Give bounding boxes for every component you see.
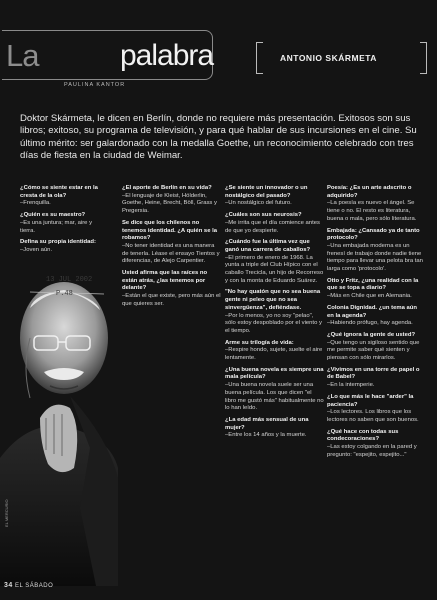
qa-item bbox=[327, 185, 425, 224]
interviewee-name: ANTONIO SKÁRMETA bbox=[280, 53, 377, 63]
section-title-la: La bbox=[6, 38, 39, 73]
answer: –El primero de enero de 1968. La yunta a triple del Club Hípico con el caballo Trecicla, un hijo de Recorreso y con la monta de Eduardo Suárez. bbox=[225, 254, 324, 284]
qa-item bbox=[225, 212, 324, 235]
answer: –Una buena novela suele ser una buena película. Los que dicen "el libro me gustó más" habitualmente no lo han leído. bbox=[225, 382, 324, 412]
qa-item bbox=[327, 228, 425, 274]
publication-name: EL SÁBADO bbox=[14, 583, 54, 589]
question: ¿Lo que más le hace "arder" la paciencia? bbox=[327, 393, 414, 408]
qa-item bbox=[225, 367, 324, 413]
qa-item bbox=[327, 367, 425, 390]
answer: –Es una juntura; mar, aire y tierra. bbox=[20, 219, 93, 234]
qa-item bbox=[225, 289, 324, 335]
answer: –Están el que existe, pero más aún el que quieres ser. bbox=[122, 293, 221, 307]
qa-item bbox=[122, 270, 221, 309]
byline: PAULINA KANTOR bbox=[64, 82, 126, 88]
question: ¿Cuándo fue la última vez que ganó una carrera de caballos? bbox=[225, 239, 311, 253]
answer: –Me irrita que el día comience antes de que yo despierte. bbox=[225, 219, 320, 234]
qa-column-4 bbox=[327, 185, 425, 464]
question: "No hay quatón que no sea buena gente ni peleo que no sea sinvergüenza", defiéndase. bbox=[225, 289, 321, 311]
qa-column-3 bbox=[225, 185, 324, 444]
answer: –Que tengo un sigiloso sentido que me permite saber qué sienten y piensan con sólo mirarlos. bbox=[327, 339, 420, 362]
question: ¿El aporte de Berlín en su vida? bbox=[122, 185, 212, 191]
answer: –No tener identidad es una manera de tenerla. Léase el ensayo Tientos y diferencias, de Alejo Carpentier. bbox=[122, 242, 220, 265]
question: Otto y Fritz, ¿una realidad con la que se topa a diario? bbox=[327, 277, 419, 292]
qa-column-1 bbox=[20, 185, 106, 259]
question: Defina su propia identidad: bbox=[20, 239, 96, 246]
answer: –Más en Chile que en Alemania. bbox=[327, 293, 412, 300]
answer: –La poesía es nuevo el ángel. Se tiene o no. El resto es literatura, buena o mala, pero sólo literatura. bbox=[327, 200, 417, 222]
qa-item bbox=[327, 394, 425, 425]
qa-item bbox=[20, 212, 106, 235]
question: ¿Qué hace con todas sus condecoraciones? bbox=[327, 428, 399, 443]
board-text-date: 13 JUL 2002 bbox=[46, 276, 93, 284]
question: Embajada: ¿Cansado ya de tanto protocolo? bbox=[327, 227, 420, 242]
answer: –Por lo menos, yo no soy "pelao", sólo estoy despoblado por el viento y el tiempo. bbox=[225, 312, 322, 334]
answer: –Entre los 14 años y la muerte. bbox=[225, 432, 307, 439]
question: Arme su trilogía de vida: bbox=[225, 339, 294, 346]
left-bracket bbox=[256, 42, 263, 74]
page-footer bbox=[4, 582, 53, 589]
photo-credit: EL MERCURIO bbox=[4, 499, 9, 527]
qa-item bbox=[20, 239, 106, 254]
answer: –Respire hondo, sujete, suelte el aire lentamente. bbox=[225, 347, 323, 362]
qa-item bbox=[122, 185, 221, 216]
question: Se dice que los chilenos no tenemos identidad. ¿A quién se la robamos? bbox=[122, 219, 218, 242]
question: ¿La edad más sensual de una mujer? bbox=[225, 416, 309, 431]
question: ¿Cómo se siente estar en la cresta de la ola? bbox=[20, 185, 98, 199]
answer: –Las estoy colgando en la pared y pregunto: "espejito, espejito..." bbox=[327, 444, 417, 458]
question: ¿Vivimos en una torre de papel o de Babel? bbox=[327, 366, 420, 381]
question: ¿Cuáles son sus neurosis? bbox=[225, 212, 302, 219]
page-number: 34 bbox=[4, 582, 13, 589]
answer: –En la intemperie. bbox=[327, 382, 375, 389]
question: ¿Se siente un innovador o un nostálgico del pasado? bbox=[225, 185, 308, 199]
question: ¿Una buena novela es siempre una mala película? bbox=[225, 366, 324, 381]
question: ¿Qué ignora la gente de usted? bbox=[327, 331, 416, 338]
board-text-page: P.48 bbox=[56, 290, 73, 298]
qa-item bbox=[225, 239, 324, 285]
qa-item bbox=[327, 278, 425, 301]
answer: –El lenguaje de Kleist, Hölderlin, Goethe, Heine, Brecht, Böll, Grass y Pregersia. bbox=[122, 192, 217, 215]
answer: –Joven aún. bbox=[20, 246, 53, 253]
portrait-photo bbox=[0, 268, 118, 586]
right-bracket bbox=[420, 42, 427, 74]
qa-item bbox=[225, 417, 324, 440]
answer: –Un nostálgico del futuro. bbox=[225, 200, 292, 207]
answer: –Los lectores. Los libros que los lectores no saben que son buenos. bbox=[327, 409, 419, 423]
question: Colonia Dignidad. ¿un tema aún en la agenda? bbox=[327, 304, 417, 319]
answer: –Frenquilla. bbox=[20, 200, 51, 207]
question: Usted afirma que las raíces no están atrás, ¿las tenemos por delante? bbox=[122, 270, 208, 292]
qa-item bbox=[327, 332, 425, 363]
question: Poesía: ¿Es un arte adscrito o adquirido? bbox=[327, 185, 412, 199]
qa-item bbox=[327, 305, 425, 328]
answer: –Una embajada moderna es un frenesí de trabajo donde nadie tiene tiempo para llevar una pelota bra tan larga como 'protocolo'. bbox=[327, 242, 423, 273]
intro-paragraph: Doktor Skármeta, le dicen en Berlín, donde no requiere más presentación. Exitosos son sus libros; exitoso, su programa de televisión, y para qué hablar de sus incursiones en el cine. Su último mérito: ser galardonado con la medalla Goethe, un reconocimiento celebrado con tres días de fiesta en la ciudad de Weimar. bbox=[20, 113, 417, 162]
answer: –Habiendo prófugo, hay agenda. bbox=[327, 320, 413, 327]
qa-item bbox=[225, 185, 324, 208]
qa-column-2 bbox=[122, 185, 221, 313]
qa-item bbox=[327, 429, 425, 460]
question: ¿Quién es su maestro? bbox=[20, 212, 86, 219]
qa-item bbox=[20, 185, 106, 208]
qa-item bbox=[225, 340, 324, 363]
section-title-palabra: palabra bbox=[120, 39, 214, 72]
qa-item bbox=[122, 220, 221, 266]
